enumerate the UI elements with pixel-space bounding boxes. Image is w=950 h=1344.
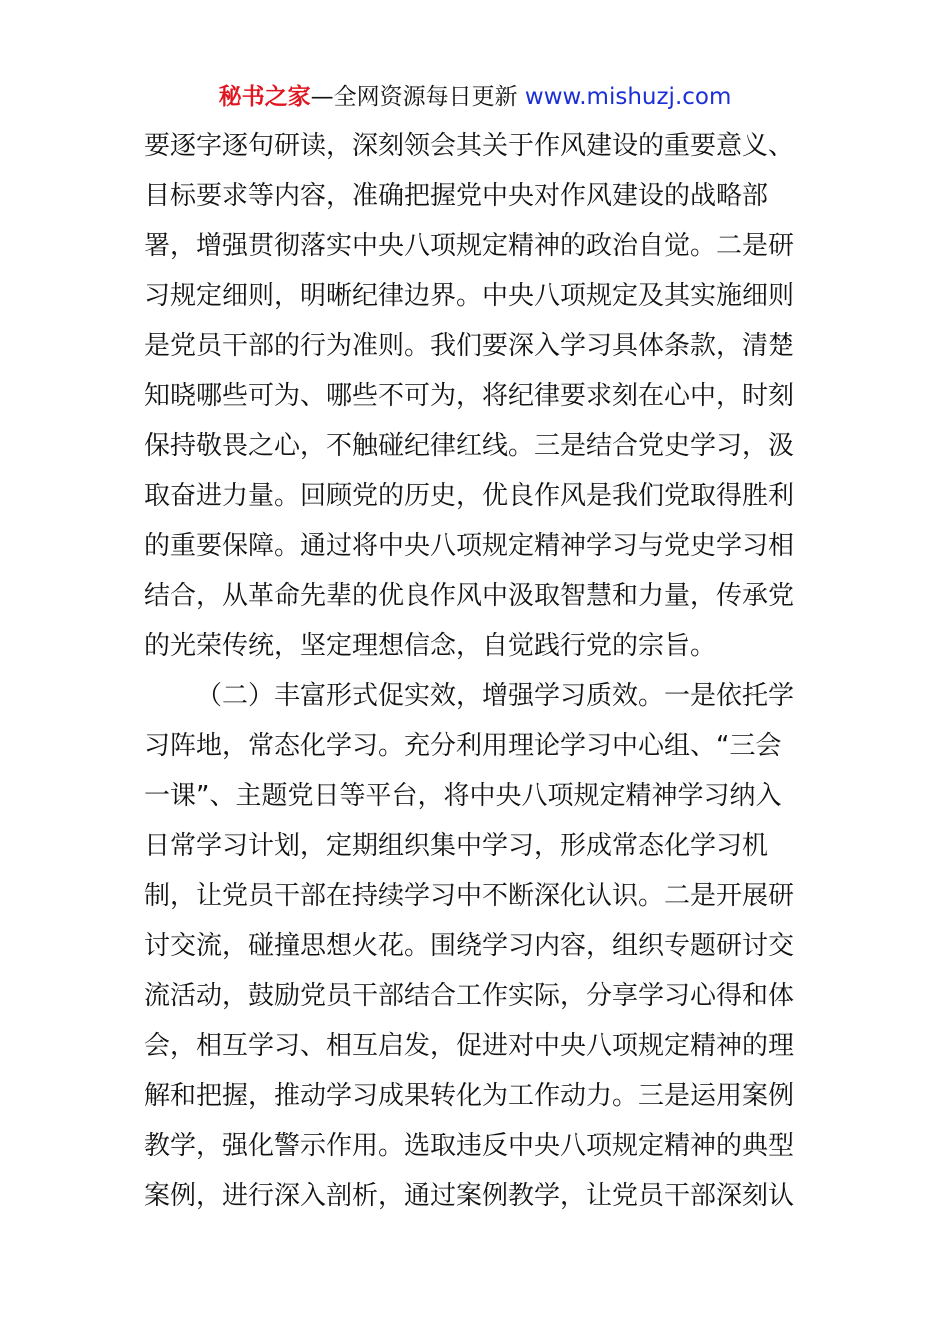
- text-line: 制，让党员干部在持续学习中不断深化认识。二是开展研: [144, 881, 795, 911]
- document-body: [144, 121, 808, 1221]
- text-line: 会，相互学习、相互启发，促进对中央八项规定精神的理: [144, 1031, 795, 1061]
- header-tagline: —全网资源每日更新: [310, 84, 525, 110]
- text-line: 一课”、主题党日等平台，将中央八项规定精神学习纳入: [144, 781, 782, 811]
- text-line: （二）丰富形式促实效，增强学习质效。一是依托学: [196, 681, 795, 711]
- text-line: 保持敬畏之心，不触碰纪律红线。三是结合党史学习，汲: [144, 431, 795, 461]
- text-line: 解和把握，推动学习成果转化为工作动力。三是运用案例: [144, 1081, 795, 1111]
- text-line: 习规定细则，明晰纪律边界。中央八项规定及其实施细则: [144, 281, 795, 311]
- text-line: 知晓哪些可为、哪些不可为，将纪律要求刻在心中，时刻: [144, 381, 795, 411]
- site-header: [0, 80, 950, 114]
- text-line: 教学，强化警示作用。选取违反中央八项规定精神的典型: [144, 1131, 795, 1161]
- text-line: 署，增强贯彻落实中央八项规定精神的政治自觉。二是研: [144, 231, 795, 261]
- text-line: 的重要保障。通过将中央八项规定精神学习与党史学习相: [144, 531, 795, 561]
- text-line: 讨交流，碰撞思想火花。围绕学习内容，组织专题研讨交: [144, 931, 795, 961]
- text-line: 习阵地，常态化学习。充分利用理论学习中心组、“三会: [144, 731, 782, 761]
- text-line: 的光荣传统，坚定理想信念，自觉践行党的宗旨。: [144, 631, 717, 661]
- text-line: 目标要求等内容，准确把握党中央对作风建设的战略部: [144, 181, 769, 211]
- paragraph: [144, 671, 808, 1221]
- site-url-link[interactable]: www.mishuzj.com: [524, 84, 732, 110]
- text-line: 流活动，鼓励党员干部结合工作实际，分享学习心得和体: [144, 981, 795, 1011]
- text-line: 日常学习计划，定期组织集中学习，形成常态化学习机: [144, 831, 769, 861]
- text-line: 取奋进力量。回顾党的历史，优良作风是我们党取得胜利: [144, 481, 795, 511]
- paragraph: [144, 121, 808, 671]
- text-line: 结合，从革命先辈的优良作风中汲取智慧和力量，传承党: [144, 581, 795, 611]
- text-line: 案例，进行深入剖析，通过案例教学，让党员干部深刻认: [144, 1181, 795, 1211]
- text-line: 要逐字逐句研读，深刻领会其关于作风建设的重要意义、: [144, 131, 795, 161]
- brand-name: 秘书之家: [218, 84, 311, 110]
- text-line: 是党员干部的行为准则。我们要深入学习具体条款，清楚: [144, 331, 795, 361]
